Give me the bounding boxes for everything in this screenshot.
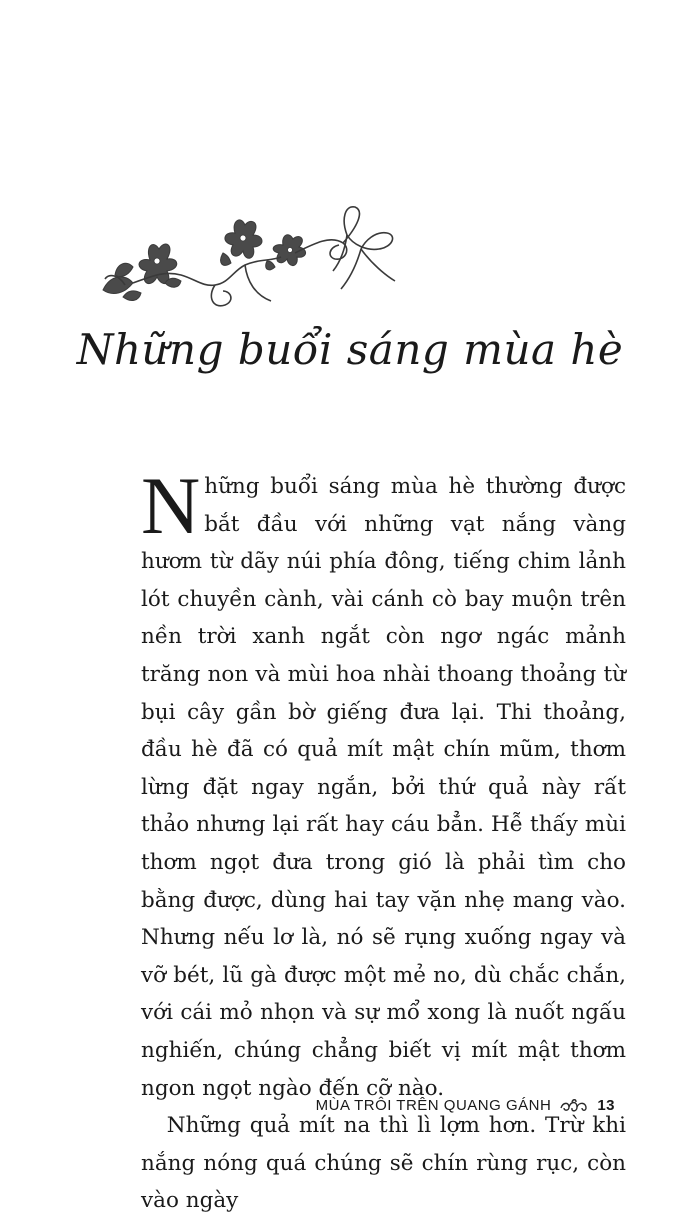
drop-cap: N bbox=[141, 460, 201, 551]
footer-book-title: MÙA TRÔI TRÊN QUANG GÁNH bbox=[315, 1097, 552, 1114]
paragraph-1-text: hững buổi sáng mùa hè thường được bắt đầu với những vạt nắng vàng hươm từ dãy núi phía đông, tiếng chim lảnh lót chuyền cành, vài cánh cò bay muộn trên nền trời xanh ngắt còn ngơ ngác mảnh trăng non và mùi hoa nhài thoang thoảng từ bụi cây gần bờ giếng đưa lại. Thi thoảng, đầu hè đã có quả mít mật chín mũm, thơm lừng đặt ngay ngắn, bởi thứ quả này rất thảo nhưng lại rất hay cáu bẳn. Hễ thấy mùi thơm ngọt đưa trong gió là phải tìm cho bằng được, dùng hai tay vặn nhẹ mang vào. Nhưng nếu lơ là, nó sẽ rụng xuống ngay và vỡ bét, lũ gà được một mẻ no, dù chắc chắn, với cái mỏ nhọn và sự mổ xong là nuốt ngấu nghiến, chúng chẳng biết vị mít mật thơm ngon ngọt ngào đến cỡ nào. bbox=[141, 474, 626, 1101]
page-number: 13 bbox=[597, 1097, 615, 1114]
running-footer bbox=[316, 1097, 615, 1114]
paragraph-2: Những quả mít na thì lì lợm hơn. Trừ khi nắng nóng quá chúng sẽ chín rùng rục, còn vào ngày bbox=[141, 1113, 626, 1214]
paragraph-1 bbox=[141, 460, 626, 1107]
floral-vine-ornament-icon bbox=[95, 205, 405, 320]
swirl-ornament-icon bbox=[559, 1098, 589, 1114]
chapter-title: Những buổi sáng mùa hè bbox=[76, 325, 624, 374]
